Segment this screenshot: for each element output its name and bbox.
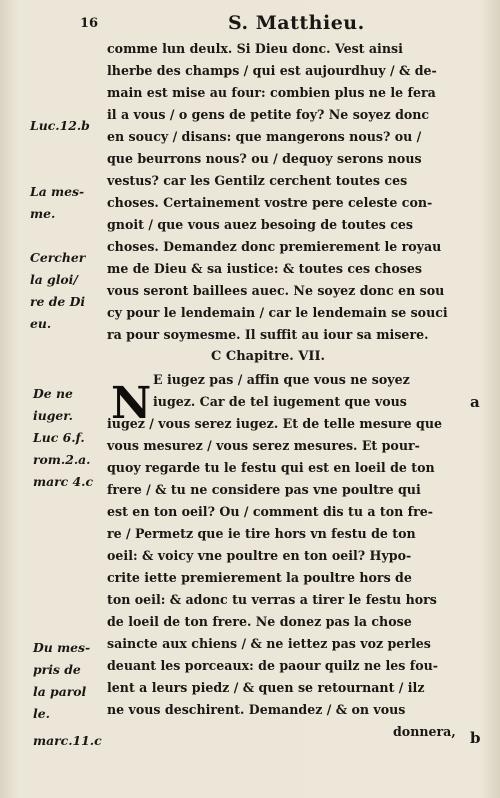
- text-line: crite iette premierement la poultre hors de: [107, 570, 412, 585]
- signature-mark: b: [470, 729, 481, 747]
- text-line: choses. Certainement vostre pere celeste con-: [107, 195, 433, 210]
- text-line: oeil: & voicy vne poultre en ton oeil? Hypo-: [107, 548, 412, 563]
- margin-note: me.: [30, 206, 56, 221]
- margin-note: eu.: [30, 316, 52, 331]
- text-line: E iugez pas / affin que vous ne soyez: [153, 372, 410, 387]
- margin-note: Luc 6.f.: [33, 430, 85, 445]
- margin-note: le.: [33, 706, 50, 721]
- text-line: de loeil de ton frere. Ne donez pas la chose: [107, 614, 412, 629]
- text-line: que beurrons nous? ou / dequoy serons nous: [107, 151, 422, 166]
- text-line: cy pour le lendemain / car le lendemain se souci: [107, 305, 448, 320]
- text-line: re / Permetz que ie tire hors vn festu de ton: [107, 526, 416, 541]
- margin-note: rom.2.a.: [33, 452, 91, 467]
- text-line: comme lun deulx. Si Dieu donc. Vest ainsi: [107, 41, 403, 56]
- text-line: frere / & tu ne considere pas vne poultre qui: [107, 482, 421, 497]
- margin-note: Du mes-: [33, 640, 91, 655]
- running-title: S. Matthieu.: [228, 12, 365, 34]
- margin-note: la gloi/: [30, 272, 78, 287]
- text-line: ra pour soymesme. Il suffit au iour sa misere.: [107, 327, 429, 342]
- text-line: main est mise au four: combien plus ne le fera: [107, 85, 436, 100]
- margin-note: re de Di: [30, 294, 86, 309]
- text-line: iugez. Car de tel iugement que vous: [153, 394, 407, 409]
- margin-note: La mes-: [30, 184, 85, 199]
- signature-mark: a: [470, 393, 480, 411]
- text-line: deuant les porceaux: de paour quilz ne les fou-: [107, 658, 438, 673]
- text-line: lherbe des champs / qui est aujourdhuy / & de-: [107, 63, 437, 78]
- text-line: choses. Demandez donc premierement le royau: [107, 239, 442, 254]
- text-line: ne vous deschirent. Demandez / & on vous: [107, 702, 406, 717]
- text-line: en soucy / disans: que mangerons nous? ou /: [107, 129, 422, 144]
- text-line: vous mesurez / vous serez mesures. Et pour-: [107, 438, 420, 453]
- text-line: il a vous / o gens de petite foy? Ne soyez donc: [107, 107, 430, 122]
- margin-note: De ne: [33, 386, 73, 401]
- text-line: iugez / vous serez iugez. Et de telle mesure que: [107, 416, 442, 431]
- chapter-heading: C Chapitre. VII.: [211, 349, 326, 364]
- text-line: saincte aux chiens / & ne iettez pas voz perles: [107, 636, 431, 651]
- text-line: gnoit / que vous auez besoing de toutes ces: [107, 217, 413, 232]
- margin-note: marc 4.c: [33, 474, 94, 489]
- text-line: ton oeil: & adonc tu verras a tirer le festu hors: [107, 592, 437, 607]
- text-line: vous seront baillees auec. Ne soyez donc en sou: [107, 283, 445, 298]
- text-line: vestus? car les Gentilz cerchent toutes ces: [107, 173, 408, 188]
- text-line: est en ton oeil? Ou / comment dis tu a ton fre-: [107, 504, 433, 519]
- text-line: quoy regarde tu le festu qui est en loeil de ton: [107, 460, 435, 475]
- margin-note: Cercher: [30, 250, 86, 265]
- margin-note: marc.11.c: [33, 733, 102, 748]
- text-line: lent a leurs piedz / & quen se retournant / ilz: [107, 680, 425, 695]
- catchword: donnera,: [393, 724, 456, 739]
- margin-note: pris de: [33, 662, 81, 677]
- text-line: me de Dieu & sa iustice: & toutes ces choses: [107, 261, 422, 276]
- page-header: [0, 10, 500, 36]
- margin-note: iuger.: [33, 408, 73, 423]
- margin-note: la parol: [33, 684, 87, 699]
- drop-cap-initial: N: [111, 378, 152, 429]
- margin-note: Luc.12.b: [30, 118, 90, 133]
- page-number: 16: [80, 16, 99, 31]
